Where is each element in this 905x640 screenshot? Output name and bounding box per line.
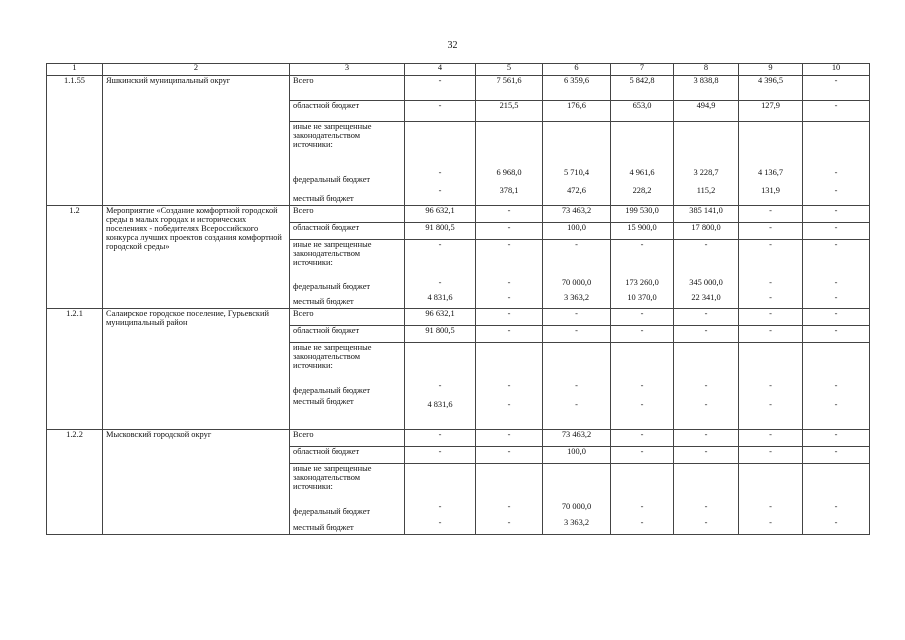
table-cell: 4 831,6 [405, 293, 476, 309]
row-label-local: местный бюджет [290, 397, 405, 430]
table-cell: - [476, 240, 543, 279]
table-cell: 4 961,6 [611, 168, 674, 186]
table-cell: - [611, 447, 674, 464]
column-header: 10 [803, 64, 870, 76]
table-cell: - [803, 278, 870, 293]
table-cell: - [476, 206, 543, 223]
table-cell: 3 838,8 [674, 76, 739, 101]
table-cell: - [611, 430, 674, 447]
table-cell: - [476, 223, 543, 240]
table-cell: 91 800,5 [405, 326, 476, 343]
table-cell: - [476, 518, 543, 535]
table-cell: - [674, 309, 739, 326]
row-label-total: Всего [290, 76, 405, 101]
table-cell: 345 000,0 [674, 278, 739, 293]
row-label-other: иные не запрещенные законодательством источники: [290, 464, 405, 503]
table-cell: 3 363,2 [543, 293, 611, 309]
column-header: 3 [290, 64, 405, 76]
table-cell: - [405, 430, 476, 447]
table-cell: - [405, 502, 476, 518]
table-cell: 653,0 [611, 101, 674, 122]
table-cell: - [674, 430, 739, 447]
table-cell: - [674, 447, 739, 464]
table-cell: - [803, 447, 870, 464]
table-cell: - [739, 381, 803, 397]
table-cell: - [543, 240, 611, 279]
row-label-regional: областной бюджет [290, 101, 405, 122]
table-cell: - [476, 430, 543, 447]
section-code: 1.1.55 [47, 76, 103, 206]
table-cell: - [476, 502, 543, 518]
table-cell: - [739, 397, 803, 430]
row-label-total: Всего [290, 206, 405, 223]
table-cell: 73 463,2 [543, 430, 611, 447]
column-header: 6 [543, 64, 611, 76]
table-cell: 73 463,2 [543, 206, 611, 223]
table-cell: - [803, 223, 870, 240]
row-label-other: иные не запрещенные законодательством источники: [290, 343, 405, 382]
table-cell: - [803, 76, 870, 101]
table-cell: 215,5 [476, 101, 543, 122]
table-cell: 91 800,5 [405, 223, 476, 240]
table-cell: - [476, 381, 543, 397]
table-cell: - [543, 309, 611, 326]
table-cell: 4 831,6 [405, 397, 476, 430]
table-cell: 22 341,0 [674, 293, 739, 309]
table-cell: - [543, 397, 611, 430]
table-cell: - [803, 326, 870, 343]
table-cell: 4 136,7 [739, 168, 803, 186]
table-cell: - [803, 502, 870, 518]
table-cell: 100,0 [543, 447, 611, 464]
section-code: 1.2.2 [47, 430, 103, 535]
row-label-federal: федеральный бюджет [290, 502, 405, 518]
row-label-regional: областной бюджет [290, 326, 405, 343]
table-cell: - [674, 326, 739, 343]
table-cell: - [674, 518, 739, 535]
table-cell: - [803, 430, 870, 447]
table-cell: - [405, 381, 476, 397]
table-cell: - [803, 518, 870, 535]
column-header: 9 [739, 64, 803, 76]
table-cell: - [803, 381, 870, 397]
table-cell: 5 710,4 [543, 168, 611, 186]
table-cell: 100,0 [543, 223, 611, 240]
row-label-total: Всего [290, 309, 405, 326]
row-label-local: местный бюджет [290, 518, 405, 535]
table-cell: - [611, 518, 674, 535]
section-name: Мероприятие «Создание комфортной городской среды в малых городах и исторических поселениях - победителях Всероссийского конкурса лучших проектов создания комфортной городской среды» [103, 206, 290, 309]
row-label-other: иные не запрещенные законодательством источники: [290, 122, 405, 169]
table-cell: 70 000,0 [543, 502, 611, 518]
table-cell: 115,2 [674, 186, 739, 206]
row-label-local: местный бюджет [290, 293, 405, 309]
table-cell: 3 363,2 [543, 518, 611, 535]
column-header: 8 [674, 64, 739, 76]
table-cell: - [803, 101, 870, 122]
table-cell: - [803, 309, 870, 326]
table-cell: 494,9 [674, 101, 739, 122]
table-cell: - [476, 447, 543, 464]
table-cell: - [405, 518, 476, 535]
table-cell: - [405, 240, 476, 279]
table-cell: - [674, 240, 739, 279]
column-number-header [47, 64, 870, 76]
table-cell: - [611, 326, 674, 343]
table-cell: - [405, 76, 476, 101]
table-cell: 199 530,0 [611, 206, 674, 223]
column-header: 2 [103, 64, 290, 76]
table-cell: - [674, 397, 739, 430]
table-cell: - [611, 397, 674, 430]
table-cell: 6 359,6 [543, 76, 611, 101]
table-row [47, 76, 870, 101]
table-cell: - [803, 397, 870, 430]
table-cell: - [476, 309, 543, 326]
table-cell: - [739, 447, 803, 464]
table-row [47, 430, 870, 447]
table-cell: 3 228,7 [674, 168, 739, 186]
table-cell: 472,6 [543, 186, 611, 206]
table-cell: - [803, 168, 870, 186]
table-cell: - [739, 223, 803, 240]
column-header: 5 [476, 64, 543, 76]
column-header: 1 [47, 64, 103, 76]
table-cell: - [405, 168, 476, 186]
table-cell: - [543, 381, 611, 397]
section-name: Салаирское городское поселение, Гурьевский муниципальный район [103, 309, 290, 430]
table-cell: - [405, 101, 476, 122]
row-label-other: иные не запрещенные законодательством источники: [290, 240, 405, 279]
table-cell: - [739, 502, 803, 518]
table-cell: 173 260,0 [611, 278, 674, 293]
table-row [47, 309, 870, 326]
page-number: 32 [447, 40, 458, 51]
table-cell: 385 141,0 [674, 206, 739, 223]
budget-table [46, 63, 870, 535]
table-cell: - [803, 293, 870, 309]
table-cell: - [739, 309, 803, 326]
section-name: Мысковский городской округ [103, 430, 290, 535]
table-cell: - [739, 293, 803, 309]
section-name: Яшкинский муниципальный округ [103, 76, 290, 206]
table-cell: - [803, 240, 870, 279]
table-cell: - [739, 430, 803, 447]
table-cell: - [405, 447, 476, 464]
row-label-federal: федеральный бюджет [290, 381, 405, 397]
table-cell: - [803, 206, 870, 223]
section-code: 1.2 [47, 206, 103, 309]
table-cell: 127,9 [739, 101, 803, 122]
table-cell: 6 968,0 [476, 168, 543, 186]
table-cell: 10 370,0 [611, 293, 674, 309]
table-cell: - [611, 309, 674, 326]
table-cell: - [611, 381, 674, 397]
table-cell: - [476, 278, 543, 293]
table-cell: 131,9 [739, 186, 803, 206]
row-label-regional: областной бюджет [290, 223, 405, 240]
table-cell: 70 000,0 [543, 278, 611, 293]
table-cell: - [405, 186, 476, 206]
table-cell: - [803, 186, 870, 206]
table-cell: 96 632,1 [405, 206, 476, 223]
table-cell: 228,2 [611, 186, 674, 206]
row-label-local: местный бюджет [290, 186, 405, 206]
table-cell: - [405, 278, 476, 293]
table-cell: - [611, 502, 674, 518]
table-cell: - [476, 397, 543, 430]
table-cell: - [476, 293, 543, 309]
row-label-federal: федеральный бюджет [290, 278, 405, 293]
table-cell: - [739, 278, 803, 293]
table-cell: 5 842,8 [611, 76, 674, 101]
table-cell: 17 800,0 [674, 223, 739, 240]
table-cell: - [739, 240, 803, 279]
table-cell: - [611, 240, 674, 279]
table-cell: - [674, 381, 739, 397]
row-label-total: Всего [290, 430, 405, 447]
table-cell: - [543, 326, 611, 343]
column-header: 7 [611, 64, 674, 76]
table-cell: 176,6 [543, 101, 611, 122]
table-cell: 378,1 [476, 186, 543, 206]
table-cell: - [739, 326, 803, 343]
table-cell: - [476, 326, 543, 343]
table-cell: 96 632,1 [405, 309, 476, 326]
table-row [47, 206, 870, 223]
table-cell: - [739, 206, 803, 223]
table-cell: - [739, 518, 803, 535]
table-cell: 4 396,5 [739, 76, 803, 101]
row-label-federal: федеральный бюджет [290, 168, 405, 186]
section-code: 1.2.1 [47, 309, 103, 430]
table-cell: - [674, 502, 739, 518]
column-header: 4 [405, 64, 476, 76]
table-cell: 7 561,6 [476, 76, 543, 101]
table-cell: 15 900,0 [611, 223, 674, 240]
row-label-regional: областной бюджет [290, 447, 405, 464]
